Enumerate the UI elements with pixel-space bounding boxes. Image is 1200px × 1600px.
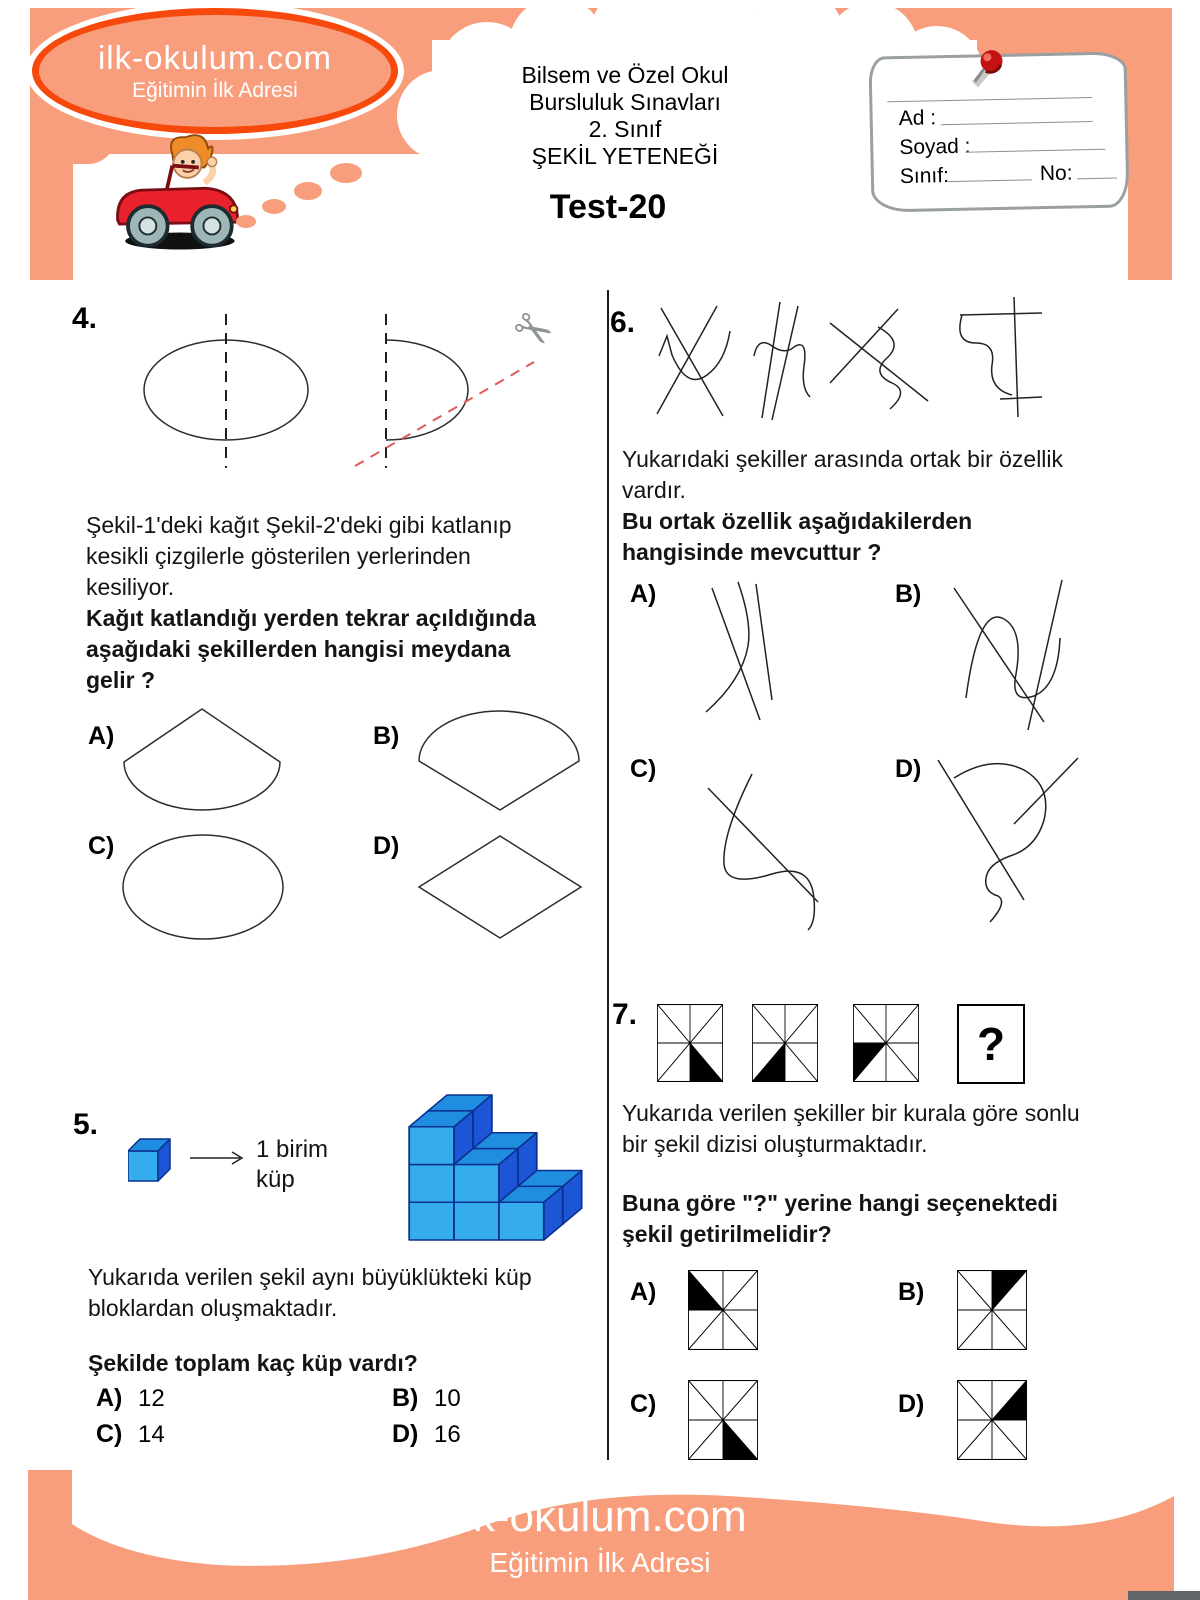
- bubble-line: 2. Sınıf: [588, 116, 662, 142]
- card-label-sinif: Sınıf:: [899, 164, 950, 189]
- q7-option-d-figure: [957, 1380, 1027, 1460]
- site-name: ilk-okulum.com: [97, 39, 333, 76]
- q7-option-b-label: B): [898, 1278, 925, 1306]
- q5-unit-cube: [128, 1138, 184, 1184]
- q7-number: 7.: [612, 998, 638, 1031]
- scan-edge-artifact: [1128, 1591, 1200, 1600]
- q4-text: [86, 510, 536, 696]
- q6-option-a-label: A): [630, 580, 657, 608]
- q4-question-line: gelir ?: [86, 667, 156, 693]
- q5-option-b-value: 10: [434, 1385, 461, 1412]
- bubble-line: Bursluluk Sınavları: [529, 89, 721, 115]
- q7-text-line: Yukarıda verilen şekiller bir kurala göre sonlu: [622, 1100, 1080, 1126]
- q4-option-a-shape: [120, 706, 285, 814]
- q6-figure-1: [655, 298, 747, 423]
- pushpin-icon: [967, 47, 1010, 92]
- q5-option-d-value: 16: [434, 1421, 461, 1448]
- footer-tagline: Eğitimin İlk Adresi: [489, 1547, 711, 1578]
- bubble-line: ŞEKİL YETENEĞİ: [531, 143, 719, 169]
- q7-text-line: bir şekil dizisi oluşturmaktadır.: [622, 1131, 928, 1157]
- q7-sequence-square-1: [657, 1004, 723, 1082]
- q5-option-b-label: B): [392, 1384, 419, 1412]
- thought-dot: [330, 163, 362, 183]
- q5-question: [88, 1348, 418, 1379]
- q6-figure-3: [828, 305, 936, 413]
- q6-figure-2: [752, 300, 818, 422]
- q7-option-c-label: C): [630, 1390, 657, 1418]
- q5-option-a-value: 12: [138, 1385, 165, 1412]
- scissors-icon: ✂: [503, 297, 564, 363]
- q6-figure-4: [952, 295, 1042, 420]
- q4-text-line: Şekil-1'deki kağıt Şekil-2'deki gibi katlanıp: [86, 512, 512, 538]
- q5-option-d-label: D): [392, 1420, 419, 1448]
- q6-question-line: Bu ortak özellik aşağıdakilerden: [622, 508, 973, 534]
- q6-option-a-figure: [698, 580, 780, 730]
- card-rule: [1077, 178, 1117, 180]
- q5-option-c-label: C): [96, 1420, 123, 1448]
- q6-text-line: Yukarıdaki şekiller arasında ortak bir özellik: [622, 446, 1064, 472]
- q4-text-line: kesiliyor.: [86, 574, 175, 600]
- student-name-card: [868, 51, 1129, 212]
- q6-option-b-label: B): [895, 580, 922, 608]
- header-right-strip: [1128, 8, 1172, 280]
- arrow-icon: [190, 1150, 248, 1166]
- q7-option-d-label: D): [898, 1390, 925, 1418]
- bubble-line: Bilsem ve Özel Okul: [521, 62, 729, 88]
- q7-question-mark-box: [957, 1004, 1025, 1084]
- q5-option-c-value: 14: [138, 1421, 165, 1448]
- q4-option-d-label: D): [373, 832, 400, 860]
- q7-option-a-figure: [688, 1270, 758, 1350]
- q6-option-d-label: D): [895, 755, 922, 783]
- q6-number: 6.: [610, 306, 636, 339]
- thought-dot: [262, 199, 286, 214]
- page-title: Test-20: [549, 188, 667, 226]
- q5-question-line: Şekilde toplam kaç küp vardı?: [88, 1350, 418, 1376]
- q4-text-line: kesikli çizgilerle gösterilen yerlerinden: [86, 543, 471, 569]
- q7-sequence-square-2: [752, 1004, 818, 1082]
- card-rule: [948, 179, 1032, 182]
- q6-option-b-figure: [952, 578, 1087, 736]
- q4-option-d-shape: [417, 834, 583, 940]
- column-divider: [607, 290, 609, 1460]
- q5-text-line: bloklardan oluşmaktadır.: [88, 1295, 338, 1321]
- card-label-soyad: Soyad :: [899, 134, 971, 160]
- q4-question-line: Kağıt katlandığı yerden tekrar açıldığında: [86, 605, 536, 631]
- site-tagline: Eğitimin İlk Adresi: [132, 79, 298, 102]
- question-mark: ?: [976, 1018, 1006, 1070]
- thought-dot: [294, 182, 322, 200]
- q7-option-b-figure: [957, 1270, 1027, 1350]
- q5-text: [88, 1262, 532, 1324]
- q6-question-line: hangisinde mevcuttur ?: [622, 539, 882, 565]
- cartoon-car-kid: [112, 126, 244, 258]
- q5-legend-line1: 1 birim: [256, 1136, 329, 1163]
- q6-text: [622, 444, 1063, 568]
- q4-option-c-shape: [120, 832, 286, 942]
- q6-option-c-figure: [700, 772, 835, 932]
- q6-option-c-label: C): [630, 755, 657, 783]
- card-label-no: No:: [1039, 161, 1073, 186]
- q4-option-b-shape: [415, 705, 583, 813]
- q4-number: 4.: [72, 302, 98, 335]
- q7-question: [622, 1188, 1058, 1250]
- q6-text-line: vardır.: [622, 477, 686, 503]
- q7-option-a-label: A): [630, 1278, 657, 1306]
- card-rule: [965, 149, 1105, 153]
- q4-question-line: aşağıdaki şekillerden hangisi meydana: [86, 636, 511, 662]
- q4-option-a-label: A): [88, 722, 115, 750]
- q7-sequence-square-3: [853, 1004, 919, 1082]
- exam-info-bubble: [455, 62, 795, 170]
- q4-option-b-label: B): [373, 722, 400, 750]
- q7-question-line: şekil getirilmelidir?: [622, 1221, 832, 1247]
- q5-option-a-label: A): [96, 1384, 123, 1412]
- q5-legend-line2: küp: [256, 1166, 295, 1193]
- card-rule: [941, 121, 1093, 125]
- thought-dot: [236, 215, 256, 228]
- footer-site-name: ilk-okulum.com: [453, 1492, 747, 1541]
- q6-option-d-figure: [932, 752, 1084, 932]
- site-logo: [32, 8, 398, 134]
- card-label-ad: Ad :: [898, 106, 937, 131]
- card-rule: [887, 97, 1092, 102]
- q7-question-line: Buna göre "?" yerine hangi seçenektedi: [622, 1190, 1058, 1216]
- q7-option-c-figure: [688, 1380, 758, 1460]
- q5-text-line: Yukarıda verilen şekil aynı büyüklükteki küp: [88, 1264, 532, 1290]
- q5-number: 5.: [73, 1108, 99, 1141]
- q5-cube-stack: [408, 1094, 584, 1242]
- q7-text: [622, 1098, 1080, 1160]
- q4-option-c-label: C): [88, 832, 115, 860]
